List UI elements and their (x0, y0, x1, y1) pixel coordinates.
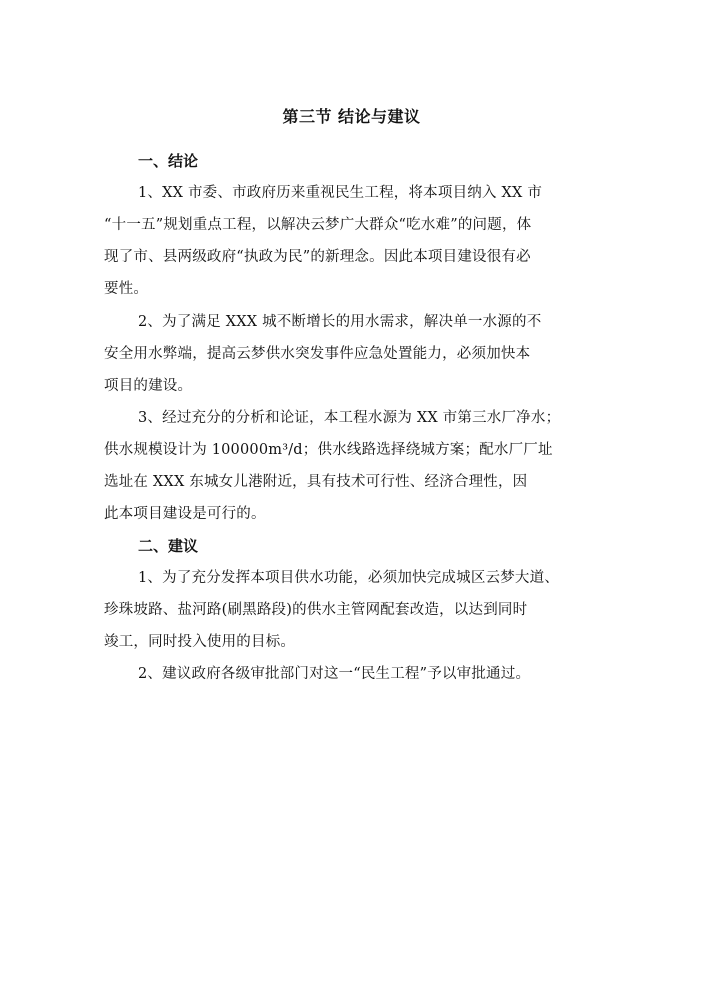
conclusion-1-line-1: 1、XX 市委、市政府历来重视民生工程，将本项目纳入 XX 市 (138, 185, 543, 201)
section-title: 第三节 结论与建议 (282, 107, 421, 126)
conclusion-3-line-2: 供水规模设计为 100000m³/d；供水线路选择绕城方案；配水厂厂址 (104, 442, 553, 458)
conclusion-2-line-3: 项目的建设。 (104, 378, 193, 394)
heading-recommendation: 二、建议 (138, 537, 199, 555)
conclusion-1-line-4: 要性。 (104, 281, 149, 297)
recommendation-2-line-1: 2、建议政府各级审批部门对这一“民生工程”予以审批通过。 (138, 666, 531, 682)
conclusion-2-line-1: 2、为了满足 XXX 城不断增长的用水需求，解决单一水源的不 (138, 314, 542, 330)
recommendation-1-line-1: 1、为了充分发挥本项目供水功能，必须加快完成城区云梦大道、 (138, 570, 560, 586)
conclusion-3-line-3: 选址在 XXX 东城女儿港附近，具有技术可行性、经济合理性，因 (104, 474, 528, 490)
conclusion-3-line-4: 此本项目建设是可行的。 (104, 506, 266, 522)
conclusion-1-line-2: “十一五”规划重点工程，以解决云梦广大群众“吃水难”的问题，体 (104, 217, 532, 233)
recommendation-1-line-2: 珍珠坡路、盐河路(刷黑路段)的供水主管网配套改造，以达到同时 (104, 602, 528, 618)
conclusion-3-line-1: 3、经过充分的分析和论证，本工程水源为 XX 市第三水厂净水； (138, 410, 561, 426)
recommendation-1-line-3: 竣工，同时投入使用的目标。 (104, 634, 296, 650)
heading-conclusion: 一、结论 (138, 152, 199, 170)
conclusion-1-line-3: 现了市、县两级政府“执政为民”的新理念。因此本项目建设很有必 (104, 249, 531, 265)
conclusion-2-line-2: 安全用水弊端，提高云梦供水突发事件应急处置能力，必须加快本 (104, 346, 531, 362)
